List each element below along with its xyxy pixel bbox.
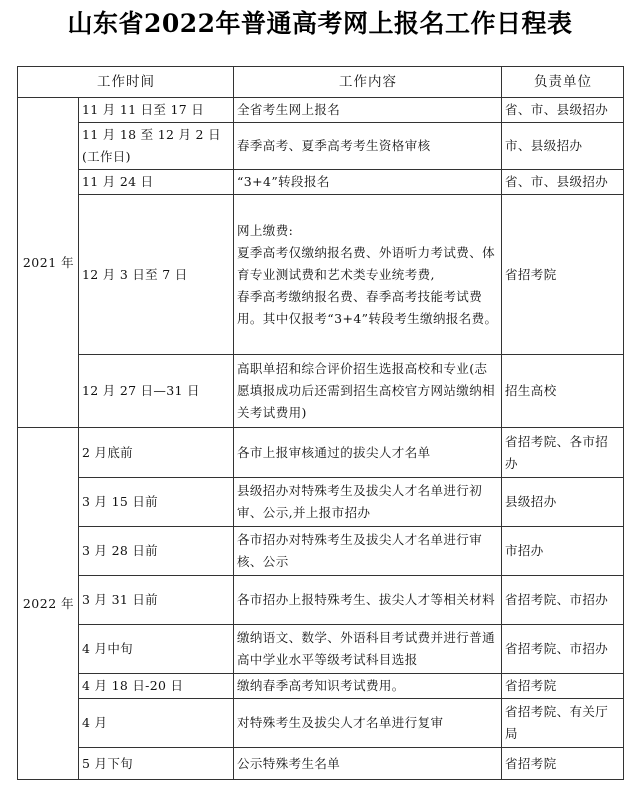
time-cell: 11 月 24 日 — [79, 170, 234, 195]
content-line: 网上缴费: — [237, 222, 294, 238]
schedule-table — [17, 66, 624, 780]
time-cell: 5 月下旬 — [79, 748, 234, 780]
header-content: 工作内容 — [234, 67, 502, 98]
table-row — [18, 123, 624, 170]
time-cell: 12 月 27 日—31 日 — [79, 355, 234, 428]
header-time: 工作时间 — [18, 67, 234, 98]
unit-cell: 市、县级招办 — [502, 123, 624, 170]
time-cell: 3 月 15 日前 — [79, 478, 234, 527]
time-cell: 2 月底前 — [79, 428, 234, 478]
table-row — [18, 576, 624, 625]
unit-cell: 省招考院 — [502, 195, 624, 355]
unit-cell: 省招考院、有关厅局 — [502, 699, 624, 748]
year-cell-2022: 2022 年 — [18, 428, 79, 780]
content-line: 夏季高考仅缴纳报名费、外语听力考试费、体育专业测试费和艺术类专业统考费, — [237, 244, 496, 282]
content-cell — [234, 195, 502, 355]
table-row — [18, 699, 624, 748]
header-row — [18, 67, 624, 98]
content-cell: 春季高考、夏季高考考生资格审核 — [234, 123, 502, 170]
page-title: 山东省2022年普通高考网上报名工作日程表 — [67, 9, 573, 38]
time-cell: 3 月 31 日前 — [79, 576, 234, 625]
table-row — [18, 625, 624, 674]
time-cell: 12 月 3 日至 7 日 — [79, 195, 234, 355]
unit-cell: 省招考院、市招办 — [502, 625, 624, 674]
unit-cell: 市招办 — [502, 527, 624, 576]
time-cell: 4 月中旬 — [79, 625, 234, 674]
table-row — [18, 527, 624, 576]
content-cell: 公示特殊考生名单 — [234, 748, 502, 780]
year-cell-2021: 2021 年 — [18, 98, 79, 428]
table-row — [18, 195, 624, 355]
time-cell: 4 月 — [79, 699, 234, 748]
table-row — [18, 428, 624, 478]
table-row — [18, 674, 624, 699]
content-cell: 对特殊考生及拔尖人才名单进行复审 — [234, 699, 502, 748]
content-cell: 缴纳语文、数学、外语科目考试费并进行普通高中学业水平等级考试科目选报 — [234, 625, 502, 674]
table-row — [18, 478, 624, 527]
unit-cell: 省招考院 — [502, 674, 624, 699]
unit-cell: 招生高校 — [502, 355, 624, 428]
header-unit: 负责单位 — [502, 67, 624, 98]
unit-cell: 省招考院、市招办 — [502, 576, 624, 625]
time-cell: 3 月 28 日前 — [79, 527, 234, 576]
unit-cell: 县级招办 — [502, 478, 624, 527]
unit-cell: 省、市、县级招办 — [502, 170, 624, 195]
table-row — [18, 748, 624, 780]
table-row — [18, 98, 624, 123]
time-cell: 4 月 18 日-20 日 — [79, 674, 234, 699]
content-cell: 各市上报审核通过的拔尖人才名单 — [234, 428, 502, 478]
content-line: 春季高考缴纳报名费、春季高考技能考试费用。其中仅报考“3+4”转段考生缴纳报名费。 — [237, 288, 498, 326]
content-cell: 缴纳春季高考知识考试费用。 — [234, 674, 502, 699]
table-row — [18, 170, 624, 195]
unit-cell: 省、市、县级招办 — [502, 98, 624, 123]
content-cell: “3+4”转段报名 — [234, 170, 502, 195]
table-row — [18, 355, 624, 428]
content-cell: 各市招办上报特殊考生、拔尖人才等相关材料 — [234, 576, 502, 625]
content-cell: 高职单招和综合评价招生选报高校和专业(志愿填报成功后还需到招生高校官方网站缴纳相关考试费用) — [234, 355, 502, 428]
content-cell: 各市招办对特殊考生及拔尖人才名单进行审核、公示 — [234, 527, 502, 576]
unit-cell: 省招考院、各市招办 — [502, 428, 624, 478]
content-cell: 全省考生网上报名 — [234, 98, 502, 123]
time-cell: 11 月 18 至 12 月 2 日(工作日) — [79, 123, 234, 170]
content-cell: 县级招办对特殊考生及拔尖人才名单进行初审、公示,并上报市招办 — [234, 478, 502, 527]
unit-cell: 省招考院 — [502, 748, 624, 780]
time-cell: 11 月 11 日至 17 日 — [79, 98, 234, 123]
